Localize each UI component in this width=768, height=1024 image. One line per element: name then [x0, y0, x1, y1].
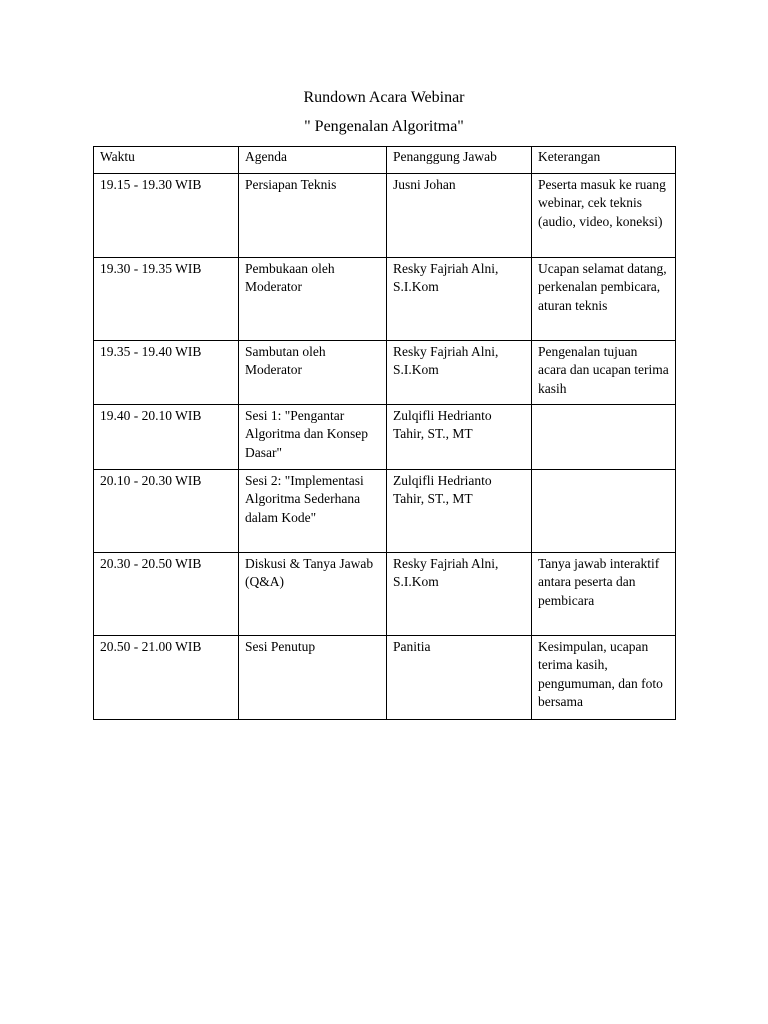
cell-penanggung-jawab: Jusni Johan [387, 174, 532, 258]
table-row [94, 553, 676, 636]
cell-penanggung-jawab: Resky Fajriah Alni, S.I.Kom [387, 553, 532, 636]
cell-agenda: Persiapan Teknis [239, 174, 387, 258]
cell-waktu: 19.30 - 19.35 WIB [94, 258, 239, 341]
header-keterangan: Keterangan [532, 147, 676, 174]
cell-keterangan: Pengenalan tujuan acara dan ucapan terima kasih [532, 341, 676, 405]
table-row [94, 470, 676, 553]
cell-keterangan: Ucapan selamat datang, perkenalan pembicara, aturan teknis [532, 258, 676, 341]
document-title: Rundown Acara Webinar [303, 89, 465, 106]
header-agenda: Agenda [239, 147, 387, 174]
table-row [94, 258, 676, 341]
cell-agenda: Pembukaan oleh Moderator [239, 258, 387, 341]
cell-keterangan [532, 470, 676, 553]
cell-agenda: Sesi Penutup [239, 636, 387, 720]
cell-waktu: 19.35 - 19.40 WIB [94, 341, 239, 405]
table-row [94, 174, 676, 258]
cell-waktu: 19.40 - 20.10 WIB [94, 405, 239, 470]
cell-agenda: Diskusi & Tanya Jawab (Q&A) [239, 553, 387, 636]
cell-keterangan: Peserta masuk ke ruang webinar, cek teknis (audio, video, koneksi) [532, 174, 676, 258]
cell-waktu: 20.50 - 21.00 WIB [94, 636, 239, 720]
table-row [94, 636, 676, 720]
cell-agenda: Sesi 1: "Pengantar Algoritma dan Konsep Dasar" [239, 405, 387, 470]
cell-agenda: Sesi 2: "Implementasi Algoritma Sederhana dalam Kode" [239, 470, 387, 553]
header-penanggung-jawab: Penanggung Jawab [387, 147, 532, 174]
table-row [94, 405, 676, 470]
cell-agenda: Sambutan oleh Moderator [239, 341, 387, 405]
header-waktu: Waktu [94, 147, 239, 174]
cell-keterangan: Tanya jawab interaktif antara peserta dan pembicara [532, 553, 676, 636]
cell-penanggung-jawab: Resky Fajriah Alni, S.I.Kom [387, 341, 532, 405]
cell-waktu: 19.15 - 19.30 WIB [94, 174, 239, 258]
table-row [94, 341, 676, 405]
cell-penanggung-jawab: Resky Fajriah Alni, S.I.Kom [387, 258, 532, 341]
document-subtitle: " Pengenalan Algoritma" [304, 118, 464, 135]
cell-waktu: 20.10 - 20.30 WIB [94, 470, 239, 553]
cell-penanggung-jawab: Panitia [387, 636, 532, 720]
cell-waktu: 20.30 - 20.50 WIB [94, 553, 239, 636]
cell-keterangan: Kesimpulan, ucapan terima kasih, pengumuman, dan foto bersama [532, 636, 676, 720]
cell-penanggung-jawab: Zulqifli Hedrianto Tahir, ST., MT [387, 405, 532, 470]
cell-keterangan [532, 405, 676, 470]
rundown-table [93, 146, 676, 720]
table-header-row [94, 147, 676, 174]
cell-penanggung-jawab: Zulqifli Hedrianto Tahir, ST., MT [387, 470, 532, 553]
